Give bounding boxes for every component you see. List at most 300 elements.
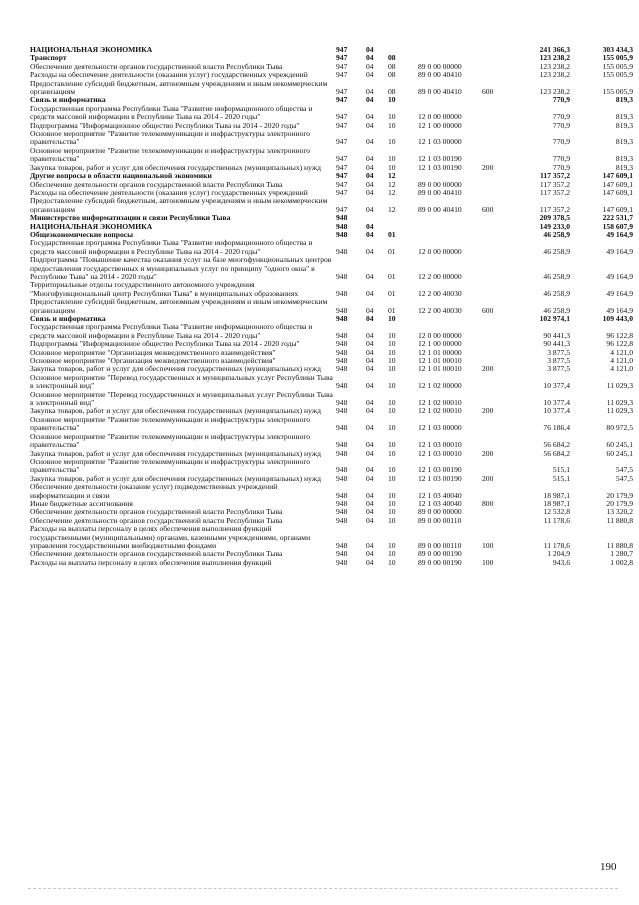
row-target-article: 12 1 03 00000 xyxy=(418,137,462,147)
row-name: Иные бюджетные ассигнования xyxy=(30,498,133,508)
row-amount-year1: 3 877,5 xyxy=(547,347,570,357)
row-ministry-code: 947 xyxy=(336,204,348,214)
row-section: 04 xyxy=(366,120,374,130)
row-ministry-code: 947 xyxy=(336,95,348,105)
row-name: Обеспечение деятельности органов государственной власти Республики Тыва xyxy=(30,549,283,559)
row-amount-year1: 241 366,3 xyxy=(539,45,570,54)
row-subsection: 10 xyxy=(388,540,396,550)
row-amount-year1: 10 377,4 xyxy=(543,406,570,416)
row-subsection: 10 xyxy=(388,364,396,374)
row-section: 04 xyxy=(366,398,374,408)
row-target-article: 12 1 01 00010 xyxy=(418,364,462,374)
row-target-article: 12 1 01 00010 xyxy=(418,356,462,366)
row-name: Расходы на обеспечение деятельности (оказания услуг) государственных учреждений xyxy=(30,187,308,197)
row-name: Основное мероприятие "Организация межведомственного взаимодействия" xyxy=(30,347,276,357)
row-amount-year1: 56 684,2 xyxy=(543,440,570,450)
row-amount-year2: 4 121,0 xyxy=(610,356,633,366)
row-section: 04 xyxy=(366,229,374,239)
row-target-article: 12 1 03 00000 xyxy=(418,423,462,433)
row-amount-year2: 11 880,8 xyxy=(606,540,633,550)
budget-table xyxy=(30,46,633,567)
row-ministry-code: 947 xyxy=(336,87,348,97)
row-section: 04 xyxy=(366,356,374,366)
row-amount-year2: 155 005,9 xyxy=(602,53,633,63)
row-ministry-code: 948 xyxy=(336,364,348,374)
row-subsection: 10 xyxy=(388,473,396,483)
row-expense-type xyxy=(482,281,514,298)
row-expense-type xyxy=(482,458,514,475)
row-ministry-code: 948 xyxy=(336,398,348,408)
row-ministry-code: 947 xyxy=(336,70,348,80)
row-target-article: 12 0 00 00000 xyxy=(418,246,462,256)
row-ministry-code: 947 xyxy=(336,53,348,63)
row-name: Основное мероприятие "Перевод государственных и муниципальных услуг Республики Тыва в электронный вид" xyxy=(30,389,333,408)
row-amount-year1: 18 987,1 xyxy=(543,490,570,500)
row-amount-year1: 770,9 xyxy=(552,120,570,130)
row-name: Закупка товаров, работ и услуг для обеспечения государственных (муниципальных) нужд xyxy=(30,448,321,458)
row-name: Подпрограмма "Информационное общество Республики Тыва на 2014 - 2020 годы" xyxy=(30,120,300,130)
row-target-article: 89 0 00 00110 xyxy=(418,540,462,550)
row-amount-year1: 117 357,2 xyxy=(539,204,570,214)
row-name: Предоставление субсидий бюджетным, автономным учреждениям и иным некоммерческим организациям xyxy=(30,78,328,97)
row-amount-year2: 222 531,7 xyxy=(602,213,633,223)
row-subsection xyxy=(388,214,418,222)
row-subsection: 10 xyxy=(388,423,396,433)
row-ministry-code: 948 xyxy=(336,229,348,239)
row-amount-year1: 3 877,5 xyxy=(547,364,570,374)
row-amount-year1: 117 357,2 xyxy=(540,171,570,181)
row-amount-year1: 770,9 xyxy=(552,162,570,172)
table-row xyxy=(30,256,633,281)
table-row xyxy=(30,433,633,450)
row-amount-year2: 49 164,9 xyxy=(606,229,633,239)
row-amount-year1: 18 987,1 xyxy=(543,498,570,508)
row-amount-year2: 11 029,3 xyxy=(606,406,633,416)
row-target-article: 12 1 03 00190 xyxy=(418,473,462,483)
row-amount-year1: 12 532,8 xyxy=(543,507,570,517)
row-ministry-code: 948 xyxy=(336,246,348,256)
row-section: 04 xyxy=(366,154,374,164)
row-ministry-code: 948 xyxy=(336,339,348,349)
row-name: Расходы на выплаты персоналу в целях обеспечения выполнения функций xyxy=(30,557,272,567)
row-section: 04 xyxy=(366,448,374,458)
row-expense-type xyxy=(482,130,514,147)
row-section: 04 xyxy=(366,61,374,71)
row-amount-year1: 1 204,9 xyxy=(547,549,570,559)
row-section: 04 xyxy=(366,498,374,508)
row-ministry-code: 948 xyxy=(336,406,348,416)
row-subsection: 10 xyxy=(388,112,396,122)
row-expense-type xyxy=(482,391,514,408)
row-target-article: 12 1 00 00000 xyxy=(418,339,462,349)
row-amount-year1: 117 357,2 xyxy=(539,179,570,189)
row-amount-year2: 158 607,9 xyxy=(602,221,633,231)
row-amount-year2: 155 005,9 xyxy=(602,70,633,80)
row-amount-year1: 943,6 xyxy=(552,557,570,567)
row-name: Предоставление субсидий бюджетным, автономным учреждениям и иным некоммерческим организациям xyxy=(30,297,328,315)
row-amount-year2: 49 164,9 xyxy=(606,271,633,281)
row-name: Предоставление субсидий бюджетным, автономным учреждениям и иным некоммерческим организациям xyxy=(30,196,328,214)
row-amount-year1: 11 178,6 xyxy=(543,515,570,525)
row-target-article xyxy=(418,214,482,222)
row-name: Обеспечение деятельности органов государственной власти Республики Тыва xyxy=(30,507,283,517)
row-name: Транспорт xyxy=(30,53,67,63)
row-subsection: 10 xyxy=(388,490,396,500)
row-name: Общеэкономические вопросы xyxy=(30,229,134,239)
row-expense-type xyxy=(482,96,514,104)
row-target-article: 12 1 03 00010 xyxy=(418,448,462,458)
row-amount-year2: 49 164,9 xyxy=(606,246,633,256)
row-ministry-code: 947 xyxy=(336,45,348,54)
row-ministry-code: 947 xyxy=(336,171,348,181)
row-ministry-code: 948 xyxy=(336,448,348,458)
table-row xyxy=(30,416,633,433)
row-amount-year1: 56 684,2 xyxy=(543,448,570,458)
row-amount-year1: 515,1 xyxy=(552,465,570,475)
row-section: 04 xyxy=(366,95,374,105)
row-amount-year2: 11 029,3 xyxy=(606,398,633,408)
row-section: 04 xyxy=(366,557,374,567)
row-section: 04 xyxy=(366,423,374,433)
row-name: Государственная программа Республики Тыва "Развитие информационного общества и средств массовой информации в Республике Тыва на 2014 - 2020 годы" xyxy=(30,103,313,122)
row-subsection: 01 xyxy=(388,305,396,315)
row-name: Государственная программа Республики Тыва "Развитие информационного общества и средств массовой информации в Республике Тыва на 2014 - 2020 годы" xyxy=(30,238,313,256)
row-expense-type: 800 xyxy=(482,498,494,508)
row-subsection: 10 xyxy=(388,154,396,164)
row-amount-year2: 155 005,9 xyxy=(602,87,633,97)
table-row xyxy=(30,525,633,550)
row-expense-type xyxy=(482,231,514,239)
row-ministry-code: 947 xyxy=(336,112,348,122)
row-section: 04 xyxy=(366,473,374,483)
table-row xyxy=(30,130,633,147)
row-amount-year2: 547,5 xyxy=(615,465,633,475)
row-amount-year2: 20 179,9 xyxy=(606,498,633,508)
row-subsection: 10 xyxy=(388,557,396,567)
row-target-article: 12 1 02 00000 xyxy=(418,381,462,391)
row-target-article: 12 2 00 40030 xyxy=(418,288,462,298)
row-amount-year2: 819,3 xyxy=(615,95,633,105)
row-amount-year2: 80 972,5 xyxy=(606,423,633,433)
row-name: Закупка товаров, работ и услуг для обеспечения государственных (муниципальных) нужд xyxy=(30,406,321,416)
row-target-article: 89 0 00 00190 xyxy=(418,557,462,567)
row-expense-type xyxy=(482,105,514,122)
table-row xyxy=(30,239,633,256)
row-target-article: 89 0 00 00110 xyxy=(418,515,462,525)
row-subsection: 10 xyxy=(388,339,396,349)
row-section: 04 xyxy=(366,204,374,214)
row-expense-type xyxy=(482,181,514,189)
row-section: 04 xyxy=(366,112,374,122)
row-section: 04 xyxy=(366,179,374,189)
row-subsection: 01 xyxy=(388,271,396,281)
row-subsection: 10 xyxy=(388,515,396,525)
row-ministry-code: 948 xyxy=(336,347,348,357)
page-number: 190 xyxy=(600,861,617,873)
row-amount-year1: 90 441,3 xyxy=(543,330,570,340)
row-target-article xyxy=(418,231,482,239)
row-name: Расходы на выплаты персоналу в целях обеспечения выполнения функций государственными (муниципальными) органами, казенными учреждениями, органами управления государственными внебюджетными фондами xyxy=(30,524,311,550)
row-name: Расходы на обеспечение деятельности (оказания услуг) государственных учреждений xyxy=(30,70,308,80)
row-amount-year2: 60 245,1 xyxy=(606,440,633,450)
row-section: 04 xyxy=(366,53,374,63)
row-amount-year2: 147 609,1 xyxy=(602,204,633,214)
row-amount-year1: 46 258,9 xyxy=(543,246,570,256)
row-subsection: 10 xyxy=(388,406,396,416)
row-amount-year2: 819,3 xyxy=(615,112,633,122)
row-name: Основное мероприятие "Развитие телекоммуникации и инфраструктуры электронного правительства" xyxy=(30,456,311,475)
table-row xyxy=(30,298,633,315)
row-amount-year1: 123 238,2 xyxy=(539,70,570,80)
row-name: Государственная программа Республики Тыва "Развитие информационного общества и средств массовой информации в Республике Тыва на 2014 - 2020 годы" xyxy=(30,322,313,340)
row-section: 04 xyxy=(366,137,374,147)
row-expense-type xyxy=(482,239,514,256)
row-amount-year1: 117 357,2 xyxy=(539,187,570,197)
row-target-article: 12 1 02 00010 xyxy=(418,398,462,408)
row-ministry-code: 948 xyxy=(336,221,348,231)
row-expense-type xyxy=(482,223,514,231)
row-name: НАЦИОНАЛЬНАЯ ЭКОНОМИКА xyxy=(30,221,153,231)
row-ministry-code: 947 xyxy=(336,162,348,172)
row-section: 04 xyxy=(366,246,374,256)
table-row xyxy=(30,105,633,122)
row-ministry-code: 947 xyxy=(336,120,348,130)
row-amount-year1: 770,9 xyxy=(552,112,570,122)
row-expense-type xyxy=(482,54,514,62)
row-name: Закупка товаров, работ и услуг для обеспечения государственных (муниципальных) нужд xyxy=(30,473,321,483)
row-expense-type xyxy=(482,483,514,500)
row-expense-type: 600 xyxy=(482,87,494,97)
row-section: 04 xyxy=(366,221,374,231)
row-expense-type: 200 xyxy=(482,364,494,374)
row-subsection: 01 xyxy=(388,246,396,256)
row-section: 04 xyxy=(366,171,374,181)
row-section: 04 xyxy=(366,330,374,340)
row-name: Министерство информатизации и связи Республики Тыва xyxy=(30,213,231,223)
row-ministry-code: 948 xyxy=(336,490,348,500)
row-subsection: 12 xyxy=(388,187,396,197)
row-section: 04 xyxy=(366,406,374,416)
row-target-article: 12 1 03 40040 xyxy=(418,498,462,508)
row-name: Основное мероприятие "Развитие телекоммуникации и инфраструктуры электронного правительства" xyxy=(30,129,311,147)
row-name: Обеспечение деятельности (оказание услуг) подведомственных учреждений информатизации и связи xyxy=(30,482,278,500)
row-expense-type xyxy=(482,340,514,348)
row-section: 04 xyxy=(366,490,374,500)
row-target-article: 89 0 00 00000 xyxy=(418,179,462,189)
table-row xyxy=(30,281,633,298)
row-ministry-code: 948 xyxy=(336,213,348,223)
row-subsection: 10 xyxy=(388,498,396,508)
row-subsection: 10 xyxy=(388,549,396,559)
row-subsection: 12 xyxy=(388,171,396,181)
row-subsection: 10 xyxy=(388,330,396,340)
row-name: Основное мероприятие "Организация межведомственного взаимодействия" xyxy=(30,356,276,366)
row-section: 04 xyxy=(366,187,374,197)
row-expense-type: 100 xyxy=(482,540,494,550)
row-ministry-code: 948 xyxy=(336,271,348,281)
row-target-article: 12 0 00 00000 xyxy=(418,330,462,340)
row-amount-year1: 515,1 xyxy=(552,473,570,483)
row-ministry-code: 947 xyxy=(336,187,348,197)
row-amount-year1: 770,9 xyxy=(552,95,570,105)
row-subsection: 10 xyxy=(388,162,396,172)
row-ministry-code: 948 xyxy=(336,314,348,323)
row-amount-year2: 147 609,1 xyxy=(602,171,633,181)
table-row xyxy=(30,147,633,164)
row-expense-type: 600 xyxy=(482,204,494,214)
row-ministry-code: 948 xyxy=(336,549,348,559)
row-ministry-code: 948 xyxy=(336,305,348,315)
row-name: Территориальные отделы государственного автономного учреждения "Многофункциональный центр Республики Тыва" в муниципальных образованиях xyxy=(30,280,299,298)
row-amount-year1: 76 186,4 xyxy=(543,423,570,433)
row-amount-year2: 303 434,3 xyxy=(602,45,633,54)
row-expense-type xyxy=(482,46,514,54)
row-section: 04 xyxy=(366,549,374,559)
row-target-article: 89 0 00 00190 xyxy=(418,549,462,559)
row-name: Обеспечение деятельности органов государственной власти Республики Тыва xyxy=(30,61,283,71)
row-subsection: 10 xyxy=(388,314,396,323)
row-amount-year2: 147 609,1 xyxy=(602,179,633,189)
row-amount-year2: 11 029,3 xyxy=(606,381,633,391)
row-amount-year1: 10 377,4 xyxy=(543,381,570,391)
row-section: 04 xyxy=(366,515,374,525)
row-target-article: 89 0 00 40410 xyxy=(418,70,462,80)
row-expense-type xyxy=(482,214,514,222)
row-section: 04 xyxy=(366,440,374,450)
row-target-article: 12 1 00 00000 xyxy=(418,120,462,130)
row-name: Закупка товаров, работ и услуг для обеспечения государственных (муниципальных) нужд xyxy=(30,364,321,374)
row-section: 04 xyxy=(366,507,374,517)
row-target-article xyxy=(418,46,482,54)
row-expense-type: 200 xyxy=(482,406,494,416)
row-expense-type xyxy=(482,416,514,433)
row-expense-type xyxy=(482,517,514,525)
row-amount-year1: 46 258,9 xyxy=(543,288,570,298)
row-target-article: 89 0 00 40410 xyxy=(418,87,462,97)
row-amount-year2: 96 122,8 xyxy=(606,330,633,340)
row-amount-year2: 11 880,8 xyxy=(606,515,633,525)
row-expense-type xyxy=(482,122,514,130)
row-subsection: 10 xyxy=(388,381,396,391)
row-amount-year1: 209 378,5 xyxy=(539,213,570,223)
row-amount-year1: 149 233,0 xyxy=(539,221,570,231)
row-amount-year2: 819,3 xyxy=(615,154,633,164)
row-target-article: 89 0 00 00000 xyxy=(418,61,462,71)
row-name: Закупка товаров, работ и услуг для обеспечения государственных (муниципальных) нужд xyxy=(30,162,321,172)
row-ministry-code: 948 xyxy=(336,507,348,517)
row-expense-type xyxy=(482,71,514,79)
row-target-article: 12 1 03 40040 xyxy=(418,490,462,500)
row-ministry-code: 947 xyxy=(336,154,348,164)
row-amount-year2: 4 121,0 xyxy=(610,364,633,374)
row-section: 04 xyxy=(366,540,374,550)
row-subsection: 10 xyxy=(388,137,396,147)
row-subsection: 08 xyxy=(388,61,396,71)
row-subsection: 12 xyxy=(388,204,396,214)
row-amount-year2: 60 245,1 xyxy=(606,448,633,458)
row-target-article: 12 0 00 00000 xyxy=(418,112,462,122)
row-expense-type: 200 xyxy=(482,473,494,483)
row-expense-type xyxy=(482,172,514,180)
row-section: 04 xyxy=(366,70,374,80)
row-target-article: 89 0 00 40410 xyxy=(418,204,462,214)
row-ministry-code: 948 xyxy=(336,440,348,450)
row-expense-type: 600 xyxy=(482,305,494,315)
row-amount-year1: 46 258,9 xyxy=(543,229,570,239)
row-ministry-code: 948 xyxy=(336,557,348,567)
row-ministry-code: 947 xyxy=(336,61,348,71)
row-target-article: 12 1 03 00190 xyxy=(418,465,462,475)
row-amount-year1: 46 258,9 xyxy=(543,271,570,281)
row-expense-type xyxy=(482,349,514,357)
row-subsection: 08 xyxy=(388,70,396,80)
row-name: НАЦИОНАЛЬНАЯ ЭКОНОМИКА xyxy=(30,45,153,54)
footer-rule xyxy=(28,888,618,889)
row-name: Основное мероприятие "Развитие телекоммуникации и инфраструктуры электронного правительства" xyxy=(30,414,311,433)
row-section: 04 xyxy=(366,347,374,357)
row-amount-year1: 46 258,9 xyxy=(543,305,570,315)
row-ministry-code: 948 xyxy=(336,381,348,391)
row-target-article: 12 2 00 40030 xyxy=(418,305,462,315)
row-subsection: 12 xyxy=(388,179,396,189)
row-amount-year1: 770,9 xyxy=(552,137,570,147)
row-section: 04 xyxy=(366,162,374,172)
row-name: Связь и информатика xyxy=(30,95,106,105)
row-section: 04 xyxy=(366,381,374,391)
table-row xyxy=(30,374,633,391)
row-expense-type xyxy=(482,63,514,71)
row-ministry-code: 947 xyxy=(336,137,348,147)
row-subsection: 10 xyxy=(388,398,396,408)
row-ministry-code: 948 xyxy=(336,330,348,340)
row-target-article xyxy=(418,223,482,231)
row-subsection: 10 xyxy=(388,440,396,450)
table-row xyxy=(30,323,633,340)
row-amount-year1: 90 441,3 xyxy=(543,339,570,349)
row-section: 04 xyxy=(366,305,374,315)
row-amount-year2: 96 122,8 xyxy=(606,339,633,349)
row-amount-year2: 819,3 xyxy=(615,120,633,130)
row-amount-year2: 155 005,9 xyxy=(602,61,633,71)
row-name: Обеспечение деятельности органов государственной власти Республики Тыва xyxy=(30,179,283,189)
row-name: Обеспечение деятельности органов государственной власти Республики Тыва xyxy=(30,515,283,525)
row-expense-type xyxy=(482,508,514,516)
row-target-article: 12 1 01 00000 xyxy=(418,347,462,357)
row-amount-year2: 1 280,7 xyxy=(610,549,633,559)
table-row xyxy=(30,197,633,214)
row-name: Другие вопросы в области национальной экономики xyxy=(30,171,212,181)
row-amount-year2: 1 002,8 xyxy=(610,557,633,567)
row-subsection: 10 xyxy=(388,356,396,366)
row-subsection: 01 xyxy=(388,288,396,298)
row-expense-type: 200 xyxy=(482,162,494,172)
row-expense-type xyxy=(482,433,514,450)
row-section: 04 xyxy=(366,465,374,475)
row-section: 04 xyxy=(366,271,374,281)
row-subsection: 08 xyxy=(388,87,396,97)
row-section: 04 xyxy=(366,314,374,323)
row-ministry-code: 948 xyxy=(336,498,348,508)
row-subsection: 10 xyxy=(388,120,396,130)
row-subsection: 10 xyxy=(388,465,396,475)
row-target-article: 12 1 03 00190 xyxy=(418,162,462,172)
row-amount-year2: 109 443,0 xyxy=(602,314,633,323)
row-expense-type xyxy=(482,315,514,323)
table-row xyxy=(30,458,633,475)
row-name: Основное мероприятие "Развитие телекоммуникации и инфраструктуры электронного правительства" xyxy=(30,431,311,450)
row-name: Связь и информатика xyxy=(30,314,106,323)
row-target-article: 89 0 00 00000 xyxy=(418,507,462,517)
